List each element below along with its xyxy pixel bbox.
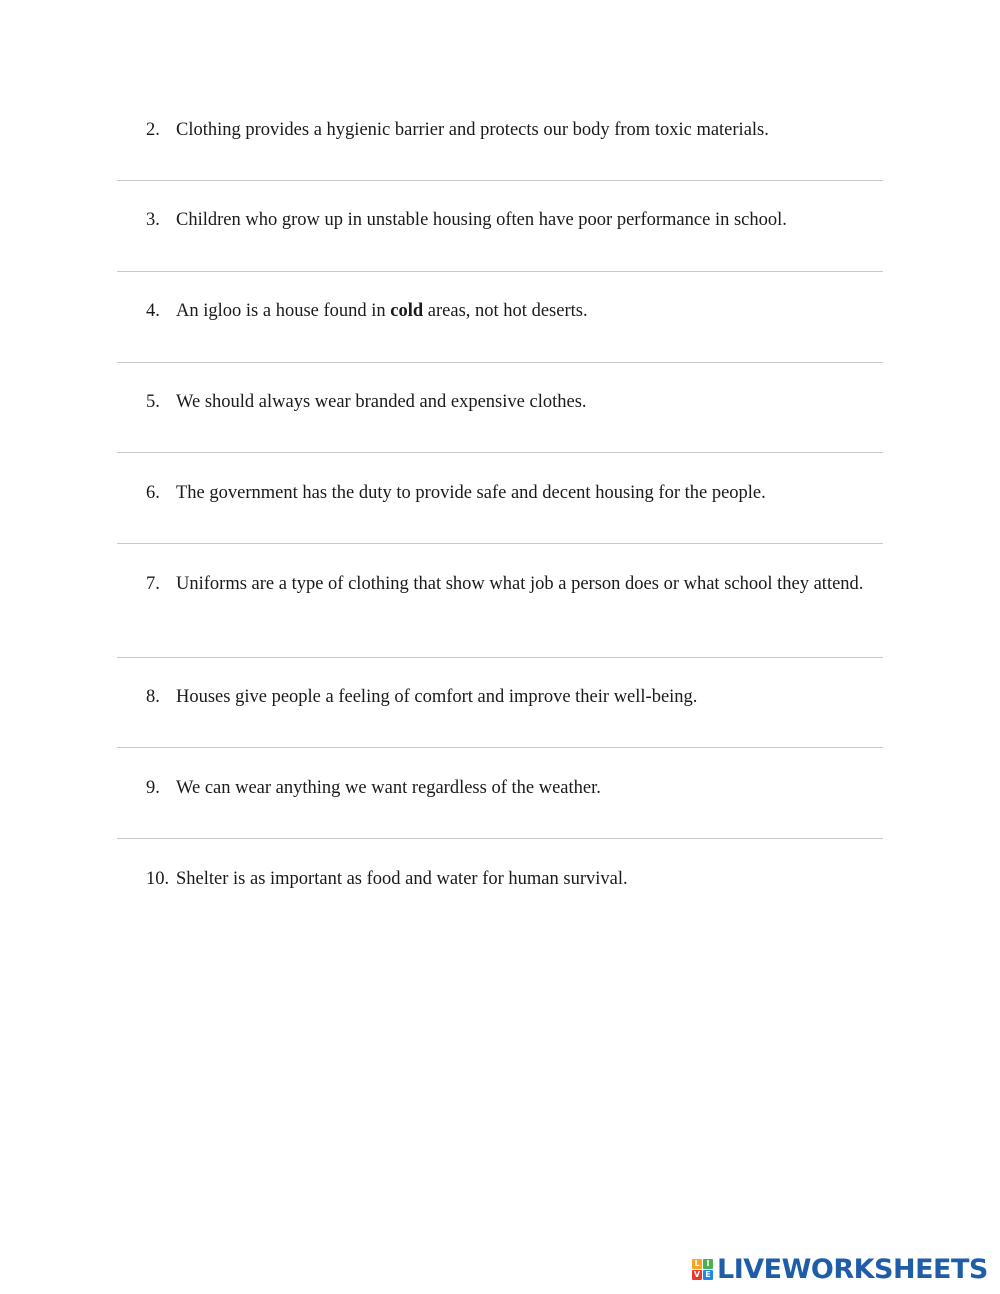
statement-8 (146, 686, 866, 709)
logo-badge-icon (692, 1259, 713, 1280)
liveworksheets-logo (692, 1255, 988, 1283)
statement-2 (146, 119, 866, 142)
statement-text: Shelter is as important as food and water for human survival. (176, 869, 628, 889)
statement-3 (146, 209, 866, 232)
statement-text: The government has the duty to provide safe and decent housing for the people. (176, 483, 766, 503)
statement-10 (146, 868, 866, 891)
statement-number: 6. (146, 483, 160, 503)
statement-4 (146, 300, 866, 323)
statement-number: 5. (146, 392, 160, 412)
statement-number: 7. (146, 574, 160, 594)
answer-line (117, 452, 883, 453)
statement-text: Uniforms are a type of clothing that show what job a person does or what school they attend. (176, 574, 864, 594)
statement-text (176, 300, 866, 323)
statement-text-before: An igloo is a house found in (176, 301, 391, 321)
statement-emphasis: cold (390, 301, 424, 321)
statement-number: 10. (146, 869, 170, 889)
statement-text: We should always wear branded and expensive clothes. (176, 392, 587, 412)
answer-line (117, 271, 883, 272)
statement-number: 2. (146, 120, 160, 140)
logo-badge-letter: V (693, 1270, 701, 1279)
statement-text: Houses give people a feeling of comfort and improve their well-being. (176, 687, 698, 707)
statement-7 (146, 573, 866, 596)
logo-text: LIVEWORKSHEETS (717, 1253, 988, 1285)
statement-text-after: areas, not hot deserts. (423, 301, 588, 321)
statement-number: 9. (146, 778, 160, 798)
answer-line (117, 838, 883, 839)
statement-6 (146, 482, 866, 505)
answer-line (117, 362, 883, 363)
logo-badge-letter: E (703, 1270, 713, 1280)
logo-badge-letter: I (703, 1259, 713, 1269)
statement-number: 4. (146, 301, 160, 321)
statement-text: We can wear anything we want regardless of the weather. (176, 778, 601, 798)
statement-5 (146, 391, 866, 414)
statement-9 (146, 777, 866, 800)
statement-text: Clothing provides a hygienic barrier and protects our body from toxic materials. (176, 120, 769, 140)
logo-badge-letter: L (692, 1259, 702, 1269)
answer-line (117, 657, 883, 658)
statement-text: Children who grow up in unstable housing often have poor performance in school. (176, 210, 787, 230)
answer-line (117, 180, 883, 181)
answer-line (117, 543, 883, 544)
statement-number: 3. (146, 210, 160, 230)
answer-line (117, 747, 883, 748)
statement-number: 8. (146, 687, 160, 707)
